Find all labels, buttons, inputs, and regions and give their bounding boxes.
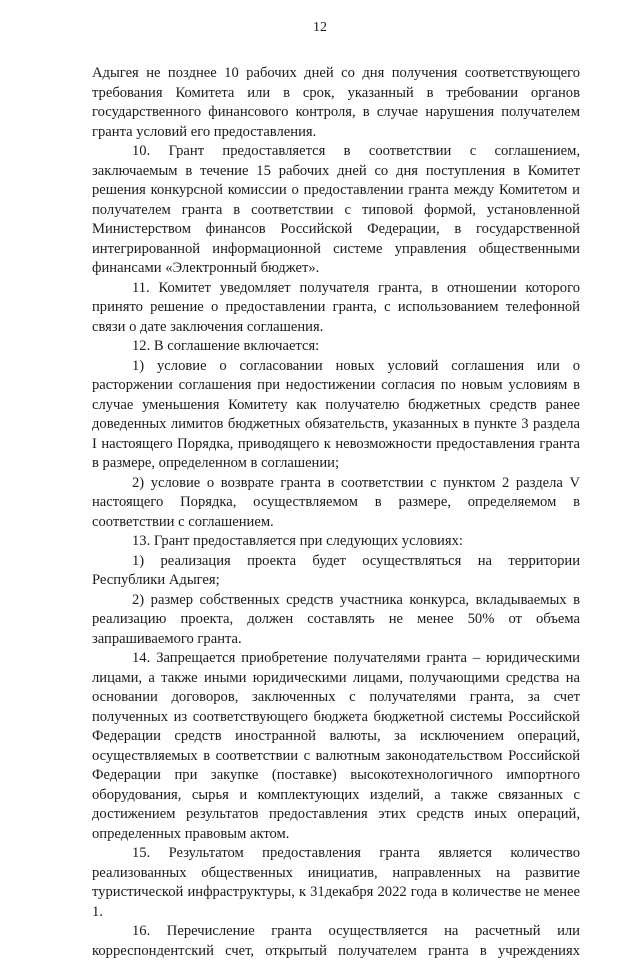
- document-body: [92, 64, 580, 961]
- paragraph: 1) условие о согласовании новых условий соглашения или о расторжении соглашения при недостижении согласия по новым условиям в случае уменьшения Комитету как получателю бюджетных средств ранее доведенных лимитов бюджетных обязательств, указанных в пункте 3 раздела I настоящего Порядка, приводящего к невозможности предоставления гранта в размере, определенном в соглашении;: [92, 357, 580, 471]
- paragraph: 2) условие о возврате гранта в соответствии с пунктом 2 раздела V настоящего Порядка, осуществляемом в размере, определяемом в соответствии с соглашением.: [92, 474, 580, 530]
- paragraph: 15. Результатом предоставления гранта является количество реализованных общественных инициатив, направленных на развитие туристической инфраструктуры, к 31декабря 2022 года в количестве не менее 1.: [92, 845, 580, 920]
- paragraph: 10. Грант предоставляется в соответствии с соглашением, заключаемым в течение 15 рабочих дней со дня поступления в Комитет решения конкурсной комиссии о предоставлении гранта между Комитетом и получателем гранта в соответствии с типовой формой, установленной Министерством финансов Российской Федерации, в государственной интегрированной информационной системе управления общественными финансами «Электронный бюджет».: [92, 143, 580, 276]
- paragraph: 1) реализация проекта будет осуществляться на территории Республики Адыгея;: [92, 552, 580, 588]
- paragraph: 12. В соглашение включается:: [132, 338, 320, 354]
- paragraph: 14. Запрещается приобретение получателями гранта – юридическими лицами, а также иными юридическими лицами, получающими средства на основании договоров, заключенных с получателями гранта, за счет полученных из соответствующего бюджета бюджетной системы Российской Федерации средств иностранной валюты, за исключением операций, осуществляемых в соответствии с валютным законодательством Российской Федерации при закупке (поставке) высокотехнологичного импортного оборудования, сырья и комплектующих изделий, а также связанных с достижением результатов предоставления этих средств иных операций, определенных правовым актом.: [92, 650, 580, 842]
- paragraph: 16. Перечисление гранта осуществляется на расчетный или корреспондентский счет, открытый получателем гранта в учреждениях: [92, 923, 580, 959]
- paragraph: 2) размер собственных средств участника конкурса, вкладываемых в реализацию проекта, должен составлять не менее 50% от объема запрашиваемого гранта.: [92, 591, 580, 647]
- page-number: 12: [313, 20, 327, 35]
- paragraph: Адыгея не позднее 10 рабочих дней со дня получения соответствующего требования Комитета или в срок, указанный в требовании органов государственного финансового контроля, в случае нарушения получателем гранта условий его предоставления.: [92, 65, 580, 140]
- paragraph: 11. Комитет уведомляет получателя гранта, в отношении которого принято решение о предоставлении гранта, с использованием телефонной связи о дате заключения соглашения.: [92, 279, 580, 335]
- paragraph: 13. Грант предоставляется при следующих условиях:: [132, 533, 463, 549]
